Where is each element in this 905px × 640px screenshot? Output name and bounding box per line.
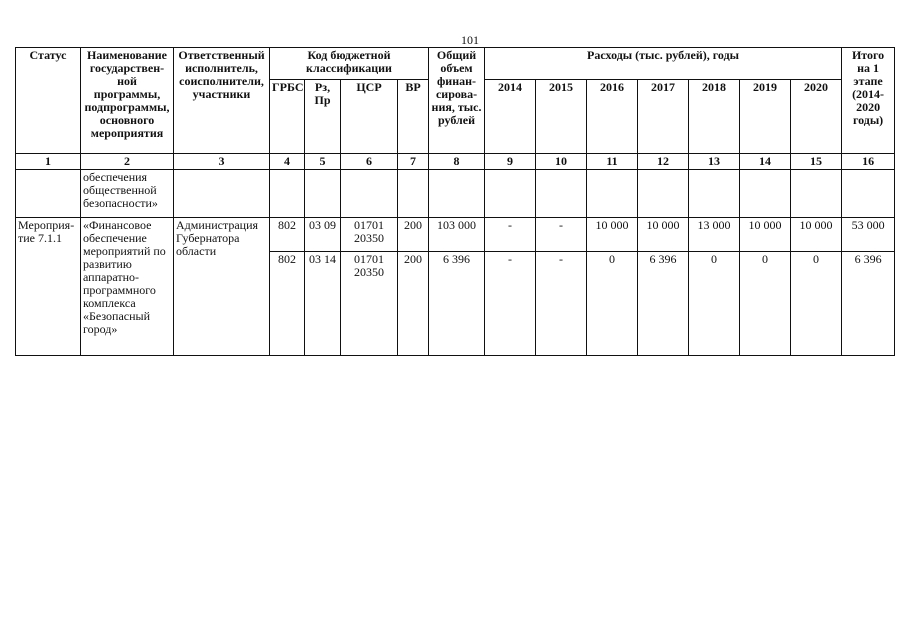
- header-rzpr: Рз, Пр: [305, 80, 341, 154]
- header-year-2017: 2017: [638, 80, 689, 154]
- header-responsible: Ответственный исполнитель, соисполнители, участники: [174, 48, 270, 154]
- cell-total: 103 000: [429, 218, 485, 252]
- col-number: 16: [842, 154, 895, 170]
- cell-vr: 200: [398, 218, 429, 252]
- header-vr: ВР: [398, 80, 429, 154]
- col-number: 12: [638, 154, 689, 170]
- cell-2014: -: [485, 218, 536, 252]
- measure-status: Мероприя-тие 7.1.1: [16, 218, 81, 356]
- header-stage-total: Итого на 1 этапе (2014-2020 годы): [842, 48, 895, 154]
- header-grbs: ГРБС: [270, 80, 305, 154]
- col-number: 1: [16, 154, 81, 170]
- cell-2019: 0: [740, 252, 791, 356]
- col-number: 2: [81, 154, 174, 170]
- col-number: 7: [398, 154, 429, 170]
- cell-vr: 200: [398, 252, 429, 356]
- measure-responsible: Администрация Губернатора области: [174, 218, 270, 356]
- cell-2015: -: [536, 218, 587, 252]
- cell-rzpr: 03 14: [305, 252, 341, 356]
- col-number: 13: [689, 154, 740, 170]
- header-total-volume: Общий объем финан-сирова-ния, тыс. рублей: [429, 48, 485, 154]
- col-number: 15: [791, 154, 842, 170]
- column-number-row: [16, 154, 895, 170]
- page-number: 101: [461, 33, 479, 47]
- header-year-2014: 2014: [485, 80, 536, 154]
- cell-2019: 10 000: [740, 218, 791, 252]
- header-status: Статус: [16, 48, 81, 154]
- cell-csr: 01701 20350: [341, 252, 398, 356]
- col-number: 8: [429, 154, 485, 170]
- header-expenses: Расходы (тыс. рублей), годы: [485, 48, 842, 80]
- cell-stage-total: 53 000: [842, 218, 895, 252]
- header-row-1: [16, 48, 895, 80]
- cell-2020: 0: [791, 252, 842, 356]
- continuation-row: [16, 170, 895, 218]
- cell-2018: 13 000: [689, 218, 740, 252]
- cell-csr: 01701 20350: [341, 218, 398, 252]
- cell-2017: 10 000: [638, 218, 689, 252]
- col-number: 6: [341, 154, 398, 170]
- header-year-2020: 2020: [791, 80, 842, 154]
- header-year-2016: 2016: [587, 80, 638, 154]
- header-year-2019: 2019: [740, 80, 791, 154]
- header-name: Наименование государствен-ной программы, подпрограммы, основного мероприятия: [81, 48, 174, 154]
- cell-total: 6 396: [429, 252, 485, 356]
- col-number: 4: [270, 154, 305, 170]
- cell-2015: -: [536, 252, 587, 356]
- col-number: 9: [485, 154, 536, 170]
- measure-name: «Финансовое обеспечение мероприятий по развитию аппаратно-программного комплекса «Безопасный город»: [81, 218, 174, 356]
- col-number: 5: [305, 154, 341, 170]
- header-budget-code: Код бюджетной классификации: [270, 48, 429, 80]
- cell-2016: 10 000: [587, 218, 638, 252]
- cell-stage-total: 6 396: [842, 252, 895, 356]
- cell-grbs: 802: [270, 218, 305, 252]
- col-number: 10: [536, 154, 587, 170]
- continuation-text: обеспечения общественной безопасности»: [81, 170, 174, 218]
- budget-table: [15, 47, 895, 356]
- cell-rzpr: 03 09: [305, 218, 341, 252]
- header-csr: ЦСР: [341, 80, 398, 154]
- col-number: 11: [587, 154, 638, 170]
- header-year-2018: 2018: [689, 80, 740, 154]
- cell-2018: 0: [689, 252, 740, 356]
- col-number: 14: [740, 154, 791, 170]
- header-year-2015: 2015: [536, 80, 587, 154]
- cell-2017: 6 396: [638, 252, 689, 356]
- col-number: 3: [174, 154, 270, 170]
- cell-2016: 0: [587, 252, 638, 356]
- table-row: [16, 218, 895, 252]
- cell-2014: -: [485, 252, 536, 356]
- cell-grbs: 802: [270, 252, 305, 356]
- cell-2020: 10 000: [791, 218, 842, 252]
